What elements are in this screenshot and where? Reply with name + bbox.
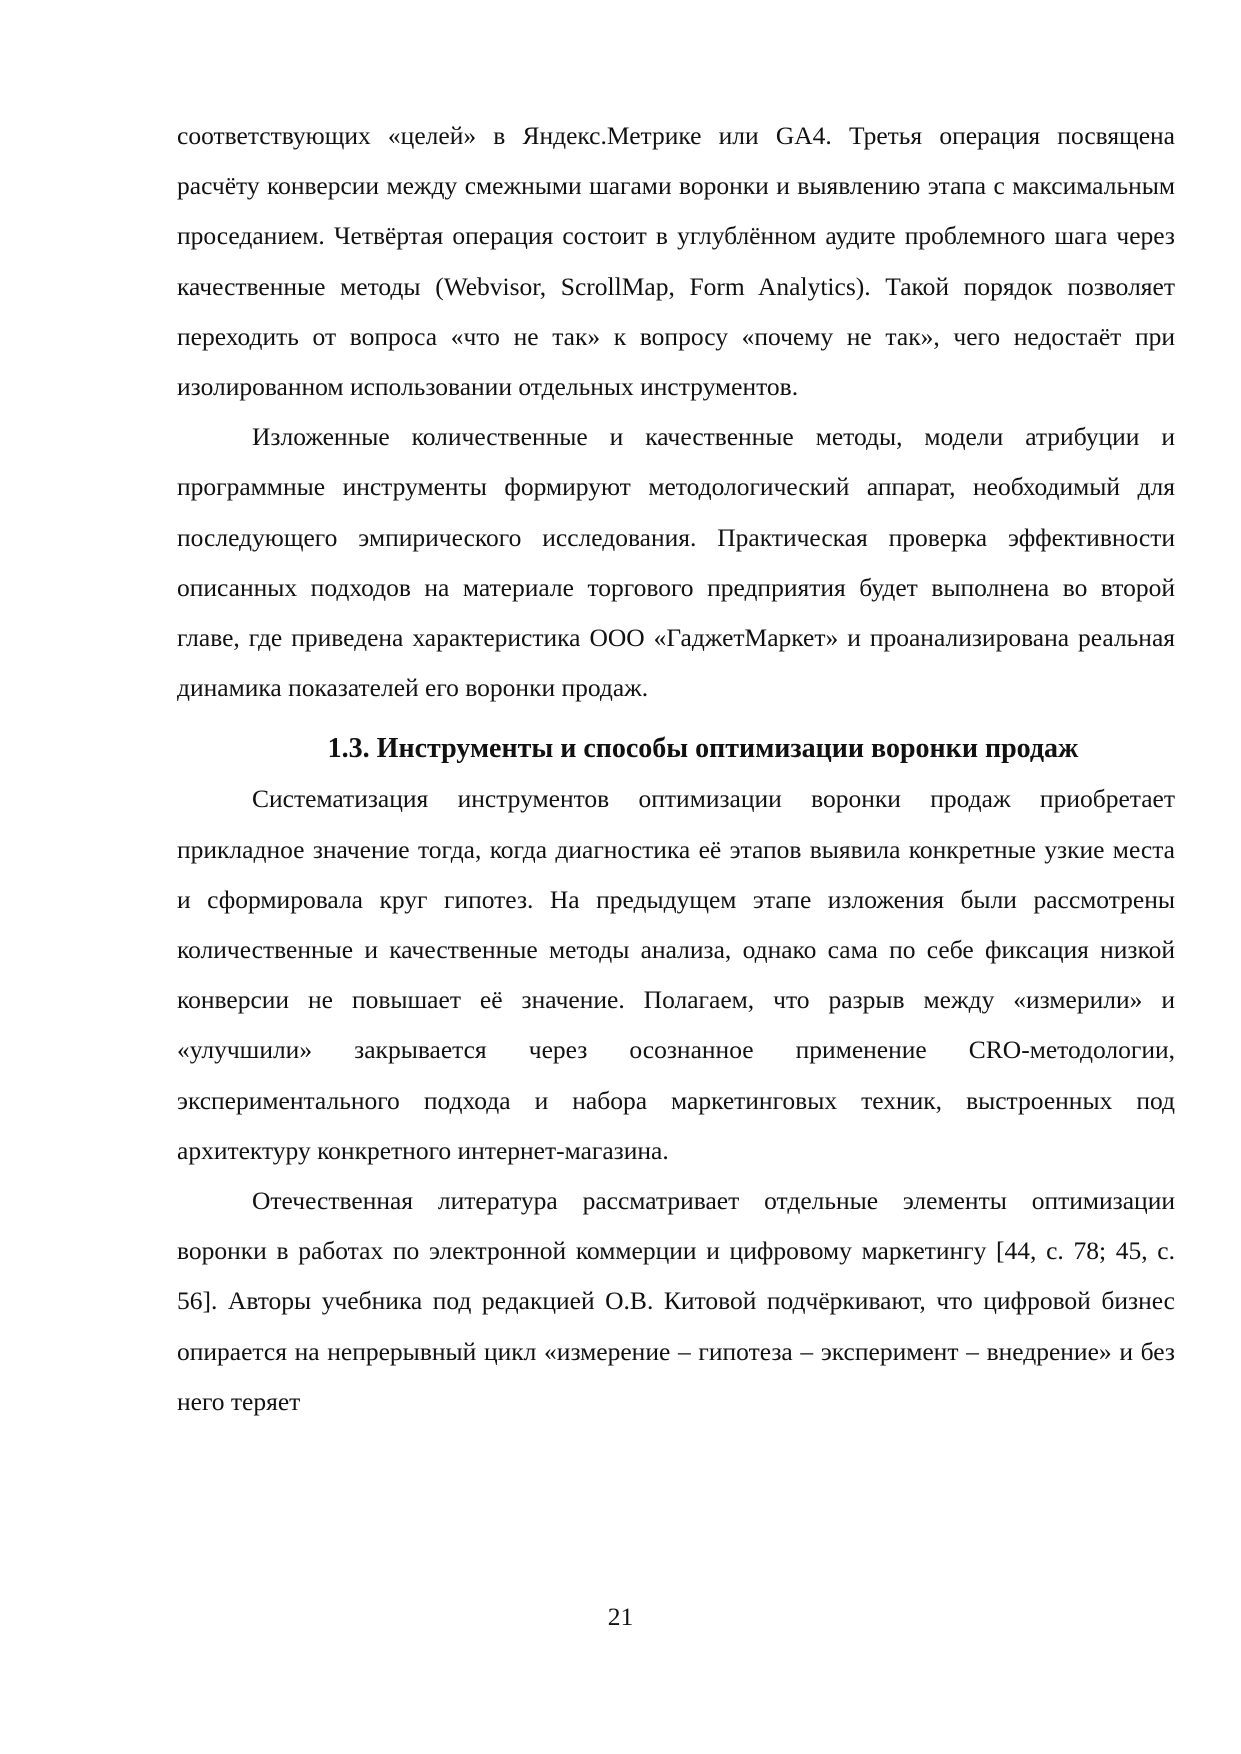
paragraph-continued: соответствующих «целей» в Яндекс.Метрике или GA4. Третья операция посвящена расчёту конверсии между смежными шагами воронки и выявлению этапа с максимальным проседанием. Четвёртая операция состоит в углублённом аудите проблемного шага через качественные методы (Webvisor, ScrollMap, Form Analytics). Такой порядок позволяет переходить от вопроса «что не так» к вопросу «почему не так», чего недостаёт при изолированном использовании отдельных инструментов.	[177, 121, 1175, 402]
paragraph-methods-summary: Изложенные количественные и качественные методы, модели атрибуции и программные инструменты формируют методологический аппарат, необходимый для последующего эмпирического исследования. Практическая проверка эффективности описанных подходов на материале торгового предприятия будет выполнена во второй главе, где приведена характеристика ООО «ГаджетМаркет» и проанализирована реальная динамика показателей его воронки продаж.	[177, 422, 1175, 703]
page-body	[177, 111, 1175, 1427]
page-number: 21	[607, 1602, 634, 1631]
paragraph-systematization: Систематизация инструментов оптимизации воронки продаж приобретает прикладное значение тогда, когда диагностика её этапов выявила конкретные узкие места и сформировала круг гипотез. На предыдущем этапе изложения были рассмотрены количественные и качественные методы анализа, однако сама по себе фиксация низкой конверсии не повышает её значение. Полагаем, что разрыв между «измерили» и «улучшили» закрывается через осознанное применение CRO-методологии, экспериментального подхода и набора маркетинговых техник, выстроенных под архитектуру конкретного интернет-магазина.	[177, 784, 1175, 1165]
paragraph-literature: Отечественная литература рассматривает отдельные элементы оптимизации воронки в работах по электронной коммерции и цифровому маркетингу [44, с. 78; 45, с. 56]. Авторы учебника под редакцией О.В. Китовой подчёркивают, что цифровой бизнес опирается на непрерывный цикл «измерение – гипотеза – эксперимент – внедрение» и без него теряет	[177, 1186, 1175, 1416]
section-heading: 1.3. Инструменты и способы оптимизации воронки продаж	[327, 733, 1079, 765]
